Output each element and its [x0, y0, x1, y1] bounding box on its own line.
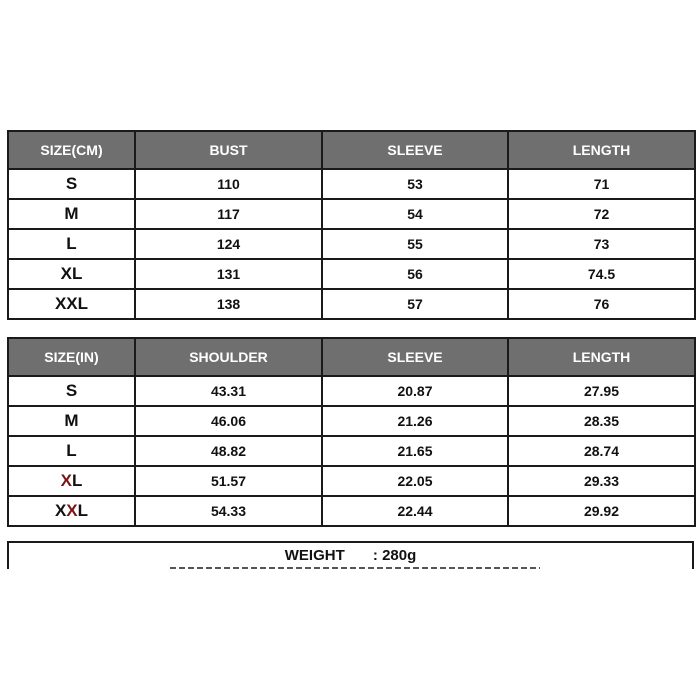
size-cell: S	[8, 169, 135, 199]
header-sleeve: SLEEVE	[322, 338, 508, 376]
size-cell: XXL	[8, 496, 135, 526]
table-row	[8, 466, 695, 496]
table-row	[8, 496, 695, 526]
size-cell: XXL	[8, 289, 135, 319]
length-cell: 29.92	[508, 496, 695, 526]
bust-cell: 110	[135, 169, 322, 199]
sleeve-cell: 53	[322, 169, 508, 199]
size-cell: XL	[8, 259, 135, 289]
length-cell: 29.33	[508, 466, 695, 496]
size-cell: L	[8, 229, 135, 259]
sleeve-cell: 54	[322, 199, 508, 229]
table-row	[8, 376, 695, 406]
shoulder-cell: 54.33	[135, 496, 322, 526]
size-cell: S	[8, 376, 135, 406]
table-row	[8, 259, 695, 289]
bust-cell: 117	[135, 199, 322, 229]
size-chart-cm	[7, 130, 696, 320]
length-cell: 73	[508, 229, 695, 259]
sleeve-cell: 56	[322, 259, 508, 289]
sleeve-cell: 55	[322, 229, 508, 259]
table-row	[8, 289, 695, 319]
sleeve-cell: 20.87	[322, 376, 508, 406]
size-cell: M	[8, 199, 135, 229]
sleeve-cell: 21.26	[322, 406, 508, 436]
shoulder-cell: 43.31	[135, 376, 322, 406]
sleeve-cell: 21.65	[322, 436, 508, 466]
table-row	[8, 406, 695, 436]
header-length: LENGTH	[508, 338, 695, 376]
sleeve-cell: 22.44	[322, 496, 508, 526]
header-row	[8, 338, 695, 376]
table-row	[8, 229, 695, 259]
shoulder-cell: 46.06	[135, 406, 322, 436]
size-chart-in	[7, 337, 696, 527]
length-cell: 27.95	[508, 376, 695, 406]
table-row	[8, 199, 695, 229]
header-row	[8, 131, 695, 169]
bust-cell: 131	[135, 259, 322, 289]
weight-label: WEIGHT	[284, 547, 345, 564]
length-cell: 28.74	[508, 436, 695, 466]
length-cell: 28.35	[508, 406, 695, 436]
shoulder-cell: 51.57	[135, 466, 322, 496]
table-row	[8, 436, 695, 466]
length-cell: 72	[508, 199, 695, 229]
size-cell: XL	[8, 466, 135, 496]
header-shoulder: SHOULDER	[135, 338, 322, 376]
shoulder-cell: 48.82	[135, 436, 322, 466]
bust-cell: 124	[135, 229, 322, 259]
length-cell: 76	[508, 289, 695, 319]
size-cell: L	[8, 436, 135, 466]
sleeve-cell: 22.05	[322, 466, 508, 496]
header-length: LENGTH	[508, 131, 695, 169]
size-cell: M	[8, 406, 135, 436]
header-size: SIZE(CM)	[8, 131, 135, 169]
header-sleeve: SLEEVE	[322, 131, 508, 169]
header-size: SIZE(IN)	[8, 338, 135, 376]
sleeve-cell: 57	[322, 289, 508, 319]
weight-value: : 280g	[372, 547, 417, 564]
table-row	[8, 169, 695, 199]
length-cell: 74.5	[508, 259, 695, 289]
bust-cell: 138	[135, 289, 322, 319]
length-cell: 71	[508, 169, 695, 199]
cropped-text-line	[170, 567, 540, 569]
header-bust: BUST	[135, 131, 322, 169]
weight-row	[7, 541, 694, 569]
